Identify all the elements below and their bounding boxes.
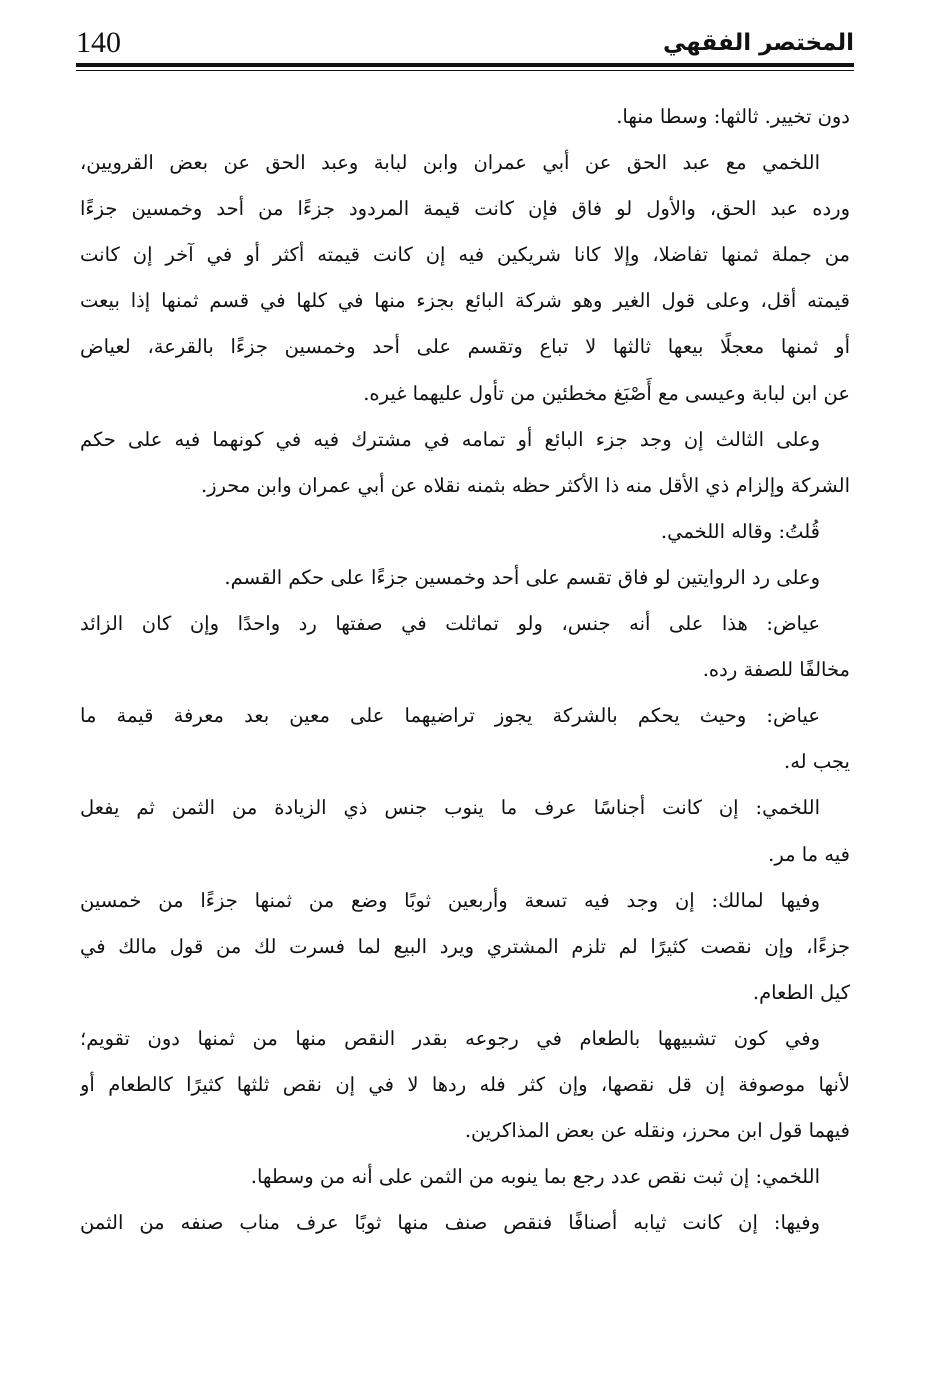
- text-line: كيل الطعام.: [752, 980, 850, 1004]
- text-line: مخالفًا للصفة رده.: [702, 658, 850, 682]
- text-line: قُلتُ: وقاله اللخمي.: [660, 519, 820, 543]
- header-rule-thick: [76, 63, 854, 67]
- text-line: اللخمي: إن كانت أجناسًا عرف ما ينوب جنس ذي الزيادة من الثمن ثم يفعل: [80, 796, 820, 820]
- text-line: فيهما قول ابن محرز، ونقله عن بعض المذاكرين.: [464, 1119, 850, 1143]
- text-line: لأنها موصوفة إن قل نقصها، وإن كثر فله ردها لا في إن نقص ثلثها كثيرًا كالطعام أو: [80, 1072, 850, 1096]
- text-line: الشركة وإلزام ذي الأقل منه ذا الأكثر حظه بثمنه نقلاه عن أبي عمران وابن محرز.: [200, 473, 850, 497]
- text-line: جزءًا، وإن نقصت كثيرًا لم تلزم المشتري ويرد البيع لما فسرت لك من قول مالك في: [80, 934, 850, 958]
- text-line: اللخمي مع عبد الحق عن أبي عمران وابن لبابة وعبد الحق عن بعض القرويين،: [80, 151, 820, 175]
- text-line: عياض: وحيث يحكم بالشركة يجوز تراضيهما على معين بعد معرفة قيمة ما: [80, 704, 820, 728]
- text-line: ورده عبد الحق، والأول لو فاق فإن كانت قيمة المردود جزءًا من أحد وخمسين جزءًا: [80, 197, 850, 221]
- text-line: عن ابن لبابة وعيسى مع أَصْبَغ مخطئين من تأول عليهما غيره.: [363, 381, 850, 405]
- text-line: يجب له.: [784, 750, 850, 774]
- running-title: المختصر الفقهي: [663, 30, 854, 56]
- text-line: فيه ما مر.: [768, 842, 850, 866]
- text-line: وفيها لمالك: إن وجد فيه تسعة وأربعين ثوبًا وضع من ثمنها جزءًا من خمسين: [80, 888, 820, 912]
- text-line: وعلى رد الروايتين لو فاق تقسم على أحد وخمسين جزءًا على حكم القسم.: [224, 565, 820, 589]
- text-line: دون تخيير. ثالثها: وسطا منها.: [616, 105, 850, 128]
- text-line: وفي كون تشبيهها بالطعام في رجوعه بقدر النقص منها من ثمنها دون تقويم؛: [80, 1026, 820, 1050]
- text-line: اللخمي: إن ثبت نقص عدد رجع بما ينوبه من الثمن على أنه من وسطها.: [250, 1165, 820, 1189]
- text-line: أو ثمنها معجلًا بيعها ثالثها لا تباع وتقسم على أحد وخمسين جزءًا بالقرعة، لعياض: [80, 335, 850, 359]
- text-line: قيمته أقل، وعلى قول الغير وهو شركة البائع بجزء منها في كلها في قسم ثمنها إذا بيعت: [80, 289, 850, 313]
- text-line: عياض: هذا على أنه جنس، ولو تماثلت في صفتها رد واحدًا وإن كان الزائد: [80, 612, 820, 636]
- page-number: 140: [76, 26, 121, 59]
- text-line: وعلى الثالث إن وجد جزء البائع أو تمامه في مشترك فيه في كونهما فيه على حكم: [80, 427, 820, 451]
- page-header: [76, 20, 854, 62]
- body-text: [80, 94, 850, 1246]
- text-line: وفيها: إن كانت ثيابه أصنافًا فنقص صنف منها ثوبًا عرف مناب صنفه من الثمن: [80, 1211, 820, 1235]
- text-line: من جملة ثمنها تفاضلا، وإلا كانا شريكين فيه إن كانت قيمته أكثر أو في آخر إن كانت: [80, 243, 850, 267]
- header-rule-thin: [76, 70, 854, 71]
